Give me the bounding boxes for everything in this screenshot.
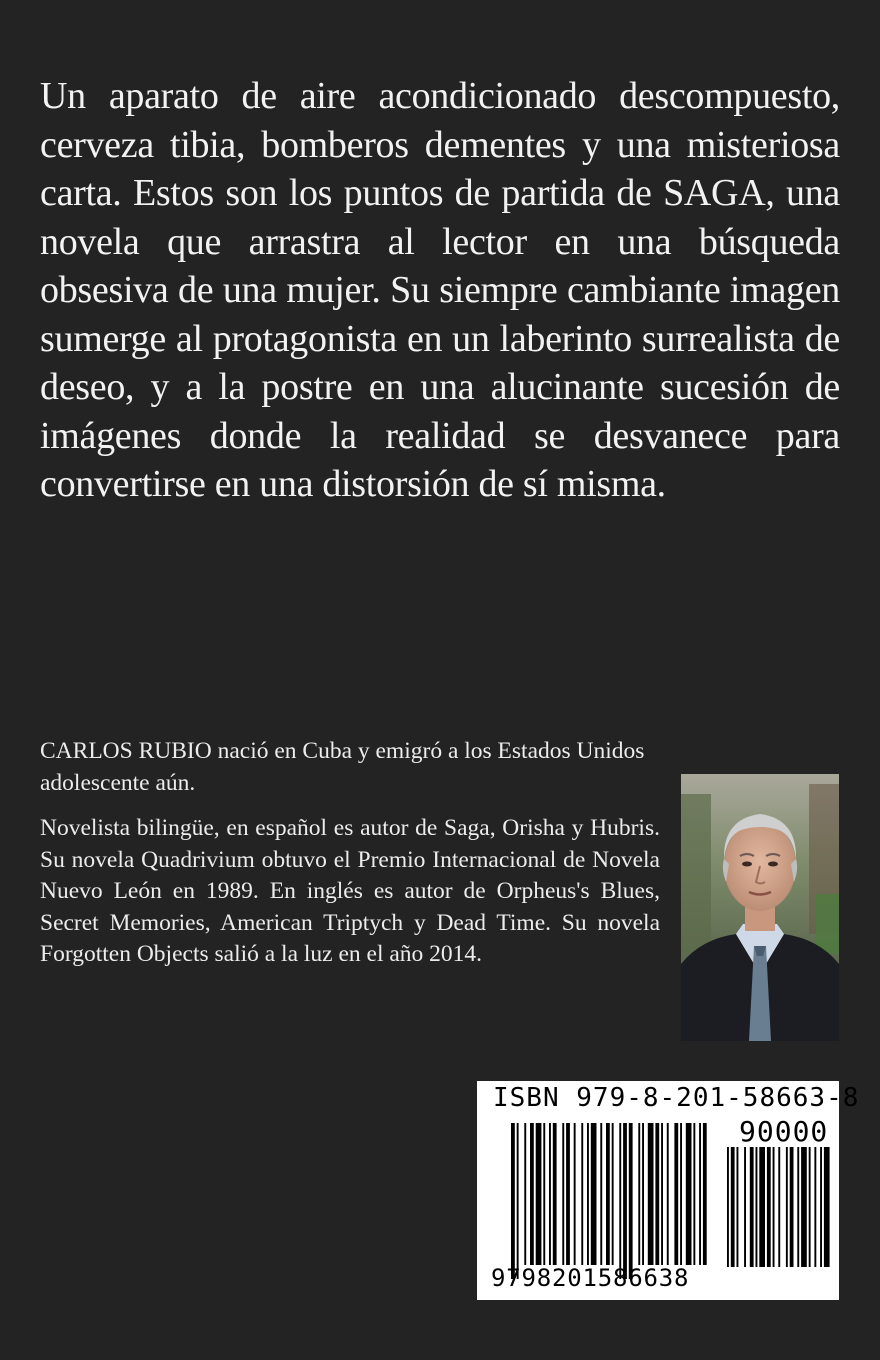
author-bio xyxy=(40,736,660,985)
author-portrait-image xyxy=(681,774,839,1041)
barcode-addon-bar xyxy=(820,1147,822,1267)
barcode-addon-bar xyxy=(756,1147,758,1267)
barcode-bar xyxy=(549,1123,551,1265)
barcode-addon-bar xyxy=(759,1147,765,1267)
barcode-addon-number: 90000 xyxy=(739,1115,829,1148)
barcode-bar xyxy=(699,1123,701,1265)
author-photo xyxy=(681,774,839,1041)
barcode-bar xyxy=(574,1123,576,1265)
barcode-bar xyxy=(612,1123,614,1265)
barcode-bar xyxy=(655,1123,659,1265)
barcode-addon-bar xyxy=(790,1147,794,1267)
barcode-addon-bar xyxy=(727,1147,729,1267)
barcode-addon-bar xyxy=(750,1147,754,1267)
barcode-bar xyxy=(623,1123,627,1279)
barcode-bar xyxy=(642,1123,644,1265)
barcode-bar xyxy=(600,1123,602,1265)
barcode-bar xyxy=(693,1123,695,1265)
barcode-bar xyxy=(648,1123,654,1265)
barcode-bar xyxy=(661,1123,663,1265)
barcode-bar xyxy=(638,1123,640,1265)
barcode-bar xyxy=(587,1123,589,1265)
barcode-bar xyxy=(562,1123,564,1265)
barcode-bar xyxy=(511,1123,515,1279)
barcode-bar xyxy=(591,1123,597,1265)
barcode-bar xyxy=(606,1123,610,1265)
barcode-addon-bar xyxy=(801,1147,807,1267)
barcode-bar xyxy=(530,1123,534,1265)
barcode-bar xyxy=(674,1123,678,1265)
isbn-label: ISBN 979-8-201-58663-8 xyxy=(493,1083,860,1113)
barcode-addon-bar xyxy=(797,1147,799,1267)
barcode-bar xyxy=(703,1123,707,1265)
barcode-bar xyxy=(629,1123,633,1279)
barcode-addon-bar xyxy=(744,1147,746,1267)
barcode-addon-bar xyxy=(814,1147,816,1267)
barcode-bar xyxy=(581,1123,583,1265)
barcode-bar xyxy=(524,1123,526,1265)
barcode-addon-bar xyxy=(731,1147,735,1267)
isbn-barcode xyxy=(477,1081,860,1300)
barcode-addon-bar xyxy=(824,1147,830,1267)
barcode-bar xyxy=(566,1123,570,1265)
barcode-bar xyxy=(686,1123,692,1265)
barcode-ean-number: 9798201586638 xyxy=(491,1264,690,1292)
author-bio-intro: CARLOS RUBIO nació en Cuba y emigró a los Estados Unidos adolescente aún. xyxy=(40,738,645,796)
barcode-bar xyxy=(543,1123,545,1265)
barcode-bar xyxy=(680,1123,682,1265)
barcode-bar xyxy=(619,1123,621,1279)
barcode-bar xyxy=(517,1123,519,1279)
barcode-bar xyxy=(536,1123,542,1265)
barcode-addon-bar xyxy=(767,1147,771,1267)
barcode-bar xyxy=(667,1123,669,1265)
barcode-addon-bar xyxy=(778,1147,780,1267)
author-bio-body: Novelista bilingüe, en español es autor de Saga, Orisha y Hubris. Su novela Quadrivium obtuvo el Premio Internacional de Novela Nuevo León en 1989. En inglés es autor de Orpheus's Blues, Secret Memories, American Triptych y Dead Time. Su novela Forgotten Objects salió a la luz en el año 2014. xyxy=(40,815,660,967)
barcode-bar xyxy=(553,1123,557,1265)
barcode-addon-bar xyxy=(786,1147,788,1267)
barcode-addon-bar xyxy=(809,1147,811,1267)
barcode-addon-bar xyxy=(737,1147,739,1267)
barcode-addon-bar xyxy=(773,1147,775,1267)
book-blurb: Un aparato de aire acondicionado descompuesto, cerveza tibia, bomberos dementes y una misteriosa carta. Estos son los puntos de partida de SAGA, una novela que arrastra al lector en una búsqueda obsesiva de una mujer. Su siempre cambiante imagen sumerge al protagonista en un laberinto surrealista de deseo, y a la postre en una alucinante sucesión de imágenes donde la realidad se desvanece para convertirse en una distorsión de sí misma. xyxy=(40,75,840,505)
